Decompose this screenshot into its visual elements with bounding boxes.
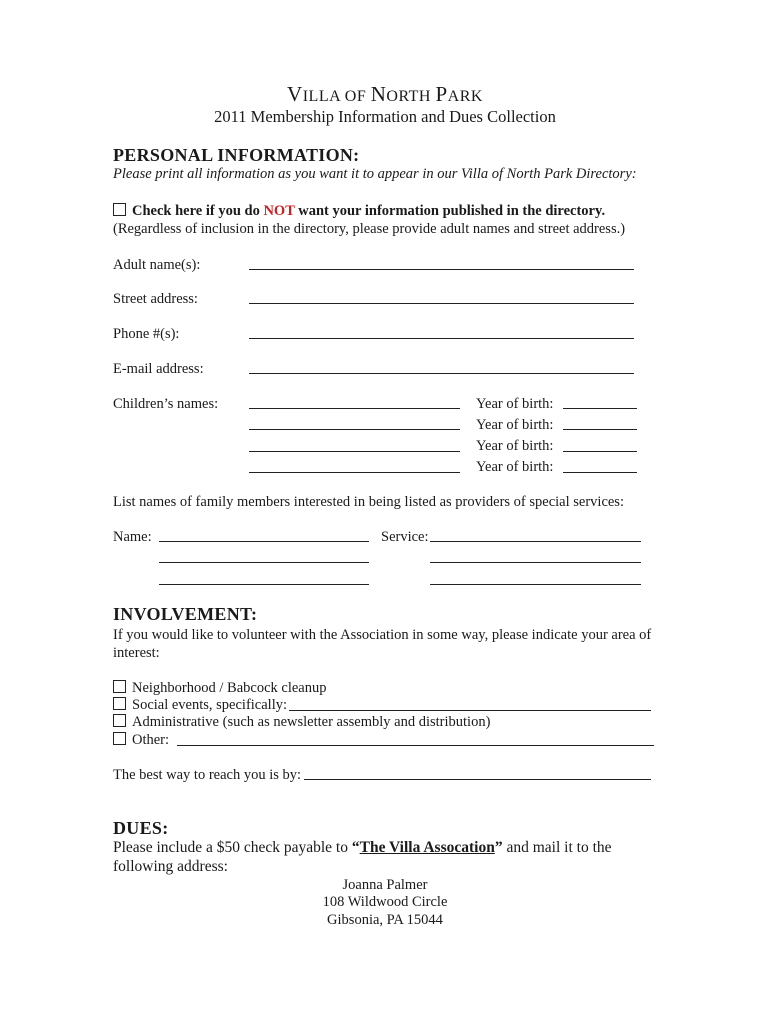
involvement-prompt-line2: interest: bbox=[113, 645, 160, 661]
option-other-label: Other: bbox=[132, 732, 170, 748]
address-name: Joanna Palmer bbox=[342, 877, 428, 893]
provider-service-field-3[interactable] bbox=[430, 584, 641, 585]
provider-name-field-2[interactable] bbox=[159, 562, 369, 563]
dues-payee: The Villa Assocation bbox=[359, 839, 495, 856]
service-label: Service: bbox=[381, 529, 429, 545]
dues-text-end: and mail it to the bbox=[502, 839, 612, 856]
address-street: 108 Wildwood Circle bbox=[322, 894, 448, 910]
adult-names-field[interactable] bbox=[249, 269, 634, 270]
dues-text-start: Please include a $50 check payable to bbox=[113, 839, 352, 856]
option-cleanup-label: Neighborhood / Babcock cleanup bbox=[132, 680, 327, 696]
email-label: E-mail address: bbox=[113, 361, 204, 377]
year-of-birth-field-1[interactable] bbox=[563, 408, 637, 409]
dues-heading: DUES: bbox=[113, 818, 169, 838]
option-social bbox=[113, 697, 287, 714]
option-administrative-checkbox[interactable] bbox=[113, 714, 126, 727]
year-of-birth-field-2[interactable] bbox=[563, 429, 637, 430]
year-of-birth-label-4: Year of birth: bbox=[476, 459, 554, 475]
option-other-checkbox[interactable] bbox=[113, 732, 126, 745]
address-city: Gibsonia, PA 15044 bbox=[327, 912, 443, 928]
name-label: Name: bbox=[113, 529, 152, 545]
involvement-heading: INVOLVEMENT: bbox=[113, 604, 258, 624]
form-title: VILLA OF NORTH PARK bbox=[287, 82, 483, 106]
optout-note: (Regardless of inclusion in the directory, please provide adult names and street address.) bbox=[113, 221, 626, 237]
form-subtitle: 2011 Membership Information and Dues Collection bbox=[214, 107, 556, 126]
personal-info-heading: PERSONAL INFORMATION: bbox=[113, 145, 360, 165]
option-cleanup-checkbox[interactable] bbox=[113, 680, 126, 693]
dues-instructions-line2: following address: bbox=[113, 858, 228, 875]
optout-row bbox=[113, 203, 605, 220]
optout-checkbox[interactable] bbox=[113, 203, 126, 216]
adult-names-label: Adult name(s): bbox=[113, 257, 201, 273]
option-other bbox=[113, 732, 169, 749]
reach-label: The best way to reach you is by: bbox=[113, 767, 302, 783]
provider-service-field-1[interactable] bbox=[430, 541, 641, 542]
provider-name-field-1[interactable] bbox=[159, 541, 369, 542]
street-address-label: Street address: bbox=[113, 291, 198, 307]
year-of-birth-field-3[interactable] bbox=[563, 451, 637, 452]
other-field[interactable] bbox=[177, 745, 654, 746]
child-name-field-3[interactable] bbox=[249, 451, 460, 452]
child-name-field-1[interactable] bbox=[249, 408, 460, 409]
involvement-prompt-line1: If you would like to volunteer with the Association in some way, please indicate your area of bbox=[113, 627, 652, 643]
year-of-birth-label-1: Year of birth: bbox=[476, 396, 554, 412]
dues-quote-open: “ bbox=[351, 839, 360, 856]
child-name-field-4[interactable] bbox=[249, 472, 460, 473]
option-social-label: Social events, specifically: bbox=[132, 697, 288, 713]
option-administrative bbox=[113, 714, 490, 731]
optout-not-emphasis: NOT bbox=[263, 203, 295, 219]
provider-service-field-2[interactable] bbox=[430, 562, 641, 563]
year-of-birth-label-2: Year of birth: bbox=[476, 417, 554, 433]
year-of-birth-label-3: Year of birth: bbox=[476, 438, 554, 454]
optout-label-end: want your information published in the directory. bbox=[294, 203, 606, 219]
child-name-field-2[interactable] bbox=[249, 429, 460, 430]
street-address-field[interactable] bbox=[249, 303, 634, 304]
reach-field[interactable] bbox=[304, 779, 651, 780]
option-social-checkbox[interactable] bbox=[113, 697, 126, 710]
provider-name-field-3[interactable] bbox=[159, 584, 369, 585]
option-administrative-label: Administrative (such as newsletter assembly and distribution) bbox=[132, 714, 491, 730]
phone-field[interactable] bbox=[249, 338, 634, 339]
option-cleanup bbox=[113, 680, 326, 697]
phone-label: Phone #(s): bbox=[113, 326, 180, 342]
services-prompt: List names of family members interested in being listed as providers of special services: bbox=[113, 494, 624, 510]
personal-info-instructions: Please print all information as you want it to appear in our Villa of North Park Directory: bbox=[113, 166, 637, 182]
children-names-label: Children’s names: bbox=[113, 396, 219, 412]
dues-instructions-line1 bbox=[113, 839, 612, 857]
social-events-field[interactable] bbox=[289, 710, 651, 711]
optout-label-start: Check here if you do bbox=[132, 203, 264, 219]
email-field[interactable] bbox=[249, 373, 634, 374]
dues-quote-close: ” bbox=[494, 839, 503, 856]
year-of-birth-field-4[interactable] bbox=[563, 472, 637, 473]
